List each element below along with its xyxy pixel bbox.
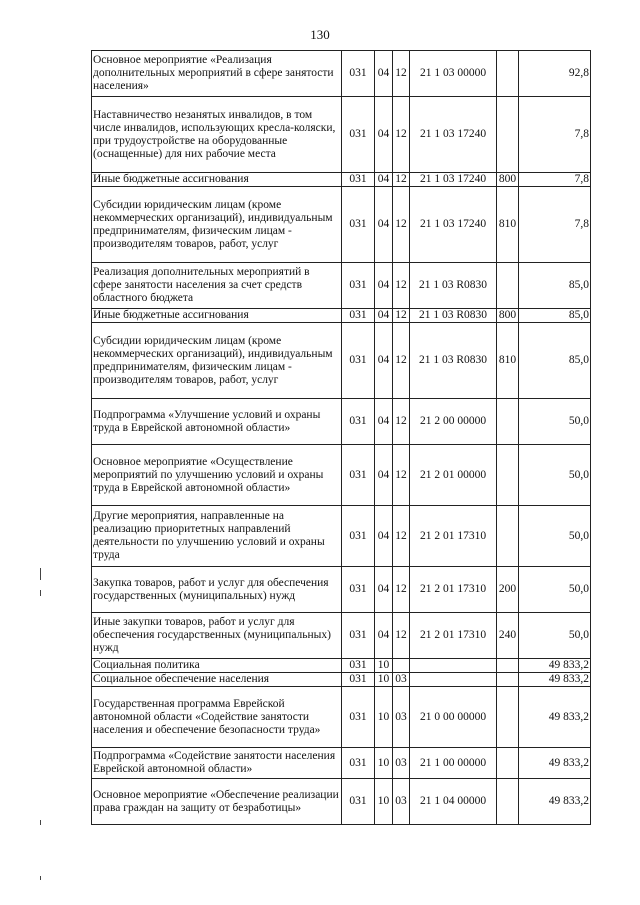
scan-mark xyxy=(40,876,41,880)
row-name: Подпрограмма «Улучшение условий и охраны труда в Еврейской автономной области» xyxy=(92,399,342,445)
subsection-code: 12 xyxy=(393,445,410,506)
expense-type-code: 240 xyxy=(497,613,519,659)
program-code: 21 2 01 17310 xyxy=(410,613,497,659)
table-row xyxy=(92,97,591,173)
section-code: 04 xyxy=(375,187,393,263)
program-code: 21 0 00 00000 xyxy=(410,687,497,748)
subsection-code: 12 xyxy=(393,173,410,187)
program-code xyxy=(410,673,497,687)
table-row xyxy=(92,51,591,97)
program-code: 21 1 03 17240 xyxy=(410,187,497,263)
row-name: Государственная программа Еврейской автономной области «Содействие занятости населения и обеспечение безопасности труда» xyxy=(92,687,342,748)
amount: 85,0 xyxy=(519,323,591,399)
expense-type-code xyxy=(497,779,519,825)
row-name: Иные закупки товаров, работ и услуг для обеспечения государственных (муниципальных) нужд xyxy=(92,613,342,659)
section-code: 10 xyxy=(375,687,393,748)
expense-type-code xyxy=(497,51,519,97)
table-row xyxy=(92,673,591,687)
row-name: Иные бюджетные ассигнования xyxy=(92,309,342,323)
row-name: Социальная политика xyxy=(92,659,342,673)
table-row xyxy=(92,445,591,506)
section-code: 04 xyxy=(375,399,393,445)
table-row xyxy=(92,748,591,779)
ministry-code: 031 xyxy=(342,779,375,825)
program-code: 21 2 01 17310 xyxy=(410,506,497,567)
expense-type-code xyxy=(497,263,519,309)
section-code: 04 xyxy=(375,445,393,506)
scan-mark xyxy=(40,820,41,825)
section-code: 04 xyxy=(375,173,393,187)
expense-type-code: 810 xyxy=(497,323,519,399)
table-row xyxy=(92,567,591,613)
expense-type-code xyxy=(497,445,519,506)
subsection-code: 12 xyxy=(393,309,410,323)
table-row xyxy=(92,613,591,659)
expense-type-code xyxy=(497,399,519,445)
subsection-code: 12 xyxy=(393,323,410,399)
section-code: 04 xyxy=(375,613,393,659)
scan-mark xyxy=(40,590,41,596)
table-row xyxy=(92,399,591,445)
ministry-code: 031 xyxy=(342,687,375,748)
section-code: 04 xyxy=(375,97,393,173)
program-code: 21 1 03 17240 xyxy=(410,97,497,173)
amount: 7,8 xyxy=(519,97,591,173)
row-name: Социальное обеспечение населения xyxy=(92,673,342,687)
expense-type-code xyxy=(497,673,519,687)
subsection-code: 12 xyxy=(393,613,410,659)
program-code: 21 1 03 R0830 xyxy=(410,263,497,309)
table-row xyxy=(92,687,591,748)
subsection-code: 12 xyxy=(393,51,410,97)
expense-type-code: 800 xyxy=(497,173,519,187)
ministry-code: 031 xyxy=(342,445,375,506)
program-code: 21 2 01 00000 xyxy=(410,445,497,506)
ministry-code: 031 xyxy=(342,673,375,687)
expense-type-code: 810 xyxy=(497,187,519,263)
amount: 50,0 xyxy=(519,506,591,567)
expense-type-code: 800 xyxy=(497,309,519,323)
expense-type-code xyxy=(497,748,519,779)
subsection-code: 03 xyxy=(393,673,410,687)
program-code: 21 2 01 17310 xyxy=(410,567,497,613)
amount: 49 833,2 xyxy=(519,779,591,825)
ministry-code: 031 xyxy=(342,567,375,613)
row-name: Другие мероприятия, направленные на реализацию приоритетных направлений деятельности по улучшению условий и охраны труда xyxy=(92,506,342,567)
row-name: Реализация дополнительных мероприятий в сфере занятости населения за счет средств областного бюджета xyxy=(92,263,342,309)
expense-type-code xyxy=(497,659,519,673)
row-name: Иные бюджетные ассигнования xyxy=(92,173,342,187)
amount: 49 833,2 xyxy=(519,673,591,687)
section-code: 10 xyxy=(375,659,393,673)
program-code xyxy=(410,659,497,673)
budget-rows xyxy=(92,51,591,825)
subsection-code: 03 xyxy=(393,687,410,748)
expense-type-code: 200 xyxy=(497,567,519,613)
row-name: Основное мероприятие «Осуществление мероприятий по улучшению условий и охраны труда в Еврейской автономной области» xyxy=(92,445,342,506)
table-row xyxy=(92,323,591,399)
row-name: Основное мероприятие «Обеспечение реализации права граждан на защиту от безработицы» xyxy=(92,779,342,825)
amount: 49 833,2 xyxy=(519,659,591,673)
table-row xyxy=(92,779,591,825)
program-code: 21 1 00 00000 xyxy=(410,748,497,779)
ministry-code: 031 xyxy=(342,51,375,97)
program-code: 21 1 03 R0830 xyxy=(410,309,497,323)
program-code: 21 1 03 17240 xyxy=(410,173,497,187)
ministry-code: 031 xyxy=(342,399,375,445)
row-name: Субсидии юридическим лицам (кроме некоммерческих организаций), индивидуальным предпринимателям, физическим лицам - производителям товаров, работ, услуг xyxy=(92,323,342,399)
section-code: 04 xyxy=(375,51,393,97)
section-code: 04 xyxy=(375,309,393,323)
ministry-code: 031 xyxy=(342,613,375,659)
subsection-code: 12 xyxy=(393,399,410,445)
subsection-code: 03 xyxy=(393,748,410,779)
section-code: 04 xyxy=(375,263,393,309)
amount: 85,0 xyxy=(519,309,591,323)
subsection-code: 12 xyxy=(393,187,410,263)
budget-table xyxy=(91,50,591,825)
table-row xyxy=(92,506,591,567)
row-name: Подпрограмма «Содействие занятости населения Еврейской автономной области» xyxy=(92,748,342,779)
amount: 50,0 xyxy=(519,399,591,445)
ministry-code: 031 xyxy=(342,323,375,399)
amount: 50,0 xyxy=(519,567,591,613)
amount: 49 833,2 xyxy=(519,748,591,779)
amount: 49 833,2 xyxy=(519,687,591,748)
amount: 92,8 xyxy=(519,51,591,97)
amount: 50,0 xyxy=(519,613,591,659)
table-row xyxy=(92,263,591,309)
subsection-code xyxy=(393,659,410,673)
row-name: Основное мероприятие «Реализация дополнительных мероприятий в сфере занятости населения» xyxy=(92,51,342,97)
amount: 7,8 xyxy=(519,173,591,187)
expense-type-code xyxy=(497,506,519,567)
page-number: 130 xyxy=(310,27,330,42)
table-row xyxy=(92,187,591,263)
ministry-code: 031 xyxy=(342,506,375,567)
section-code: 04 xyxy=(375,323,393,399)
program-code: 21 1 04 00000 xyxy=(410,779,497,825)
amount: 7,8 xyxy=(519,187,591,263)
ministry-code: 031 xyxy=(342,97,375,173)
section-code: 04 xyxy=(375,567,393,613)
table-row xyxy=(92,173,591,187)
ministry-code: 031 xyxy=(342,187,375,263)
amount: 85,0 xyxy=(519,263,591,309)
section-code: 04 xyxy=(375,506,393,567)
program-code: 21 1 03 R0830 xyxy=(410,323,497,399)
program-code: 21 2 00 00000 xyxy=(410,399,497,445)
section-code: 10 xyxy=(375,673,393,687)
section-code: 10 xyxy=(375,779,393,825)
expense-type-code xyxy=(497,687,519,748)
subsection-code: 03 xyxy=(393,779,410,825)
subsection-code: 12 xyxy=(393,263,410,309)
program-code: 21 1 03 00000 xyxy=(410,51,497,97)
scan-mark xyxy=(40,568,41,580)
table-row xyxy=(92,309,591,323)
subsection-code: 12 xyxy=(393,567,410,613)
table-row xyxy=(92,659,591,673)
amount: 50,0 xyxy=(519,445,591,506)
row-name: Субсидии юридическим лицам (кроме некоммерческих организаций), индивидуальным предпринимателям, физическим лицам - производителям товаров, работ, услуг xyxy=(92,187,342,263)
ministry-code: 031 xyxy=(342,263,375,309)
subsection-code: 12 xyxy=(393,97,410,173)
row-name: Закупка товаров, работ и услуг для обеспечения государственных (муниципальных) нужд xyxy=(92,567,342,613)
row-name: Наставничество незанятых инвалидов, в том числе инвалидов, использующих кресла-коляски, при трудоустройстве на оборудованные (оснащенные) для них рабочие места xyxy=(92,97,342,173)
ministry-code: 031 xyxy=(342,309,375,323)
section-code: 10 xyxy=(375,748,393,779)
ministry-code: 031 xyxy=(342,173,375,187)
ministry-code: 031 xyxy=(342,659,375,673)
ministry-code: 031 xyxy=(342,748,375,779)
subsection-code: 12 xyxy=(393,506,410,567)
expense-type-code xyxy=(497,97,519,173)
